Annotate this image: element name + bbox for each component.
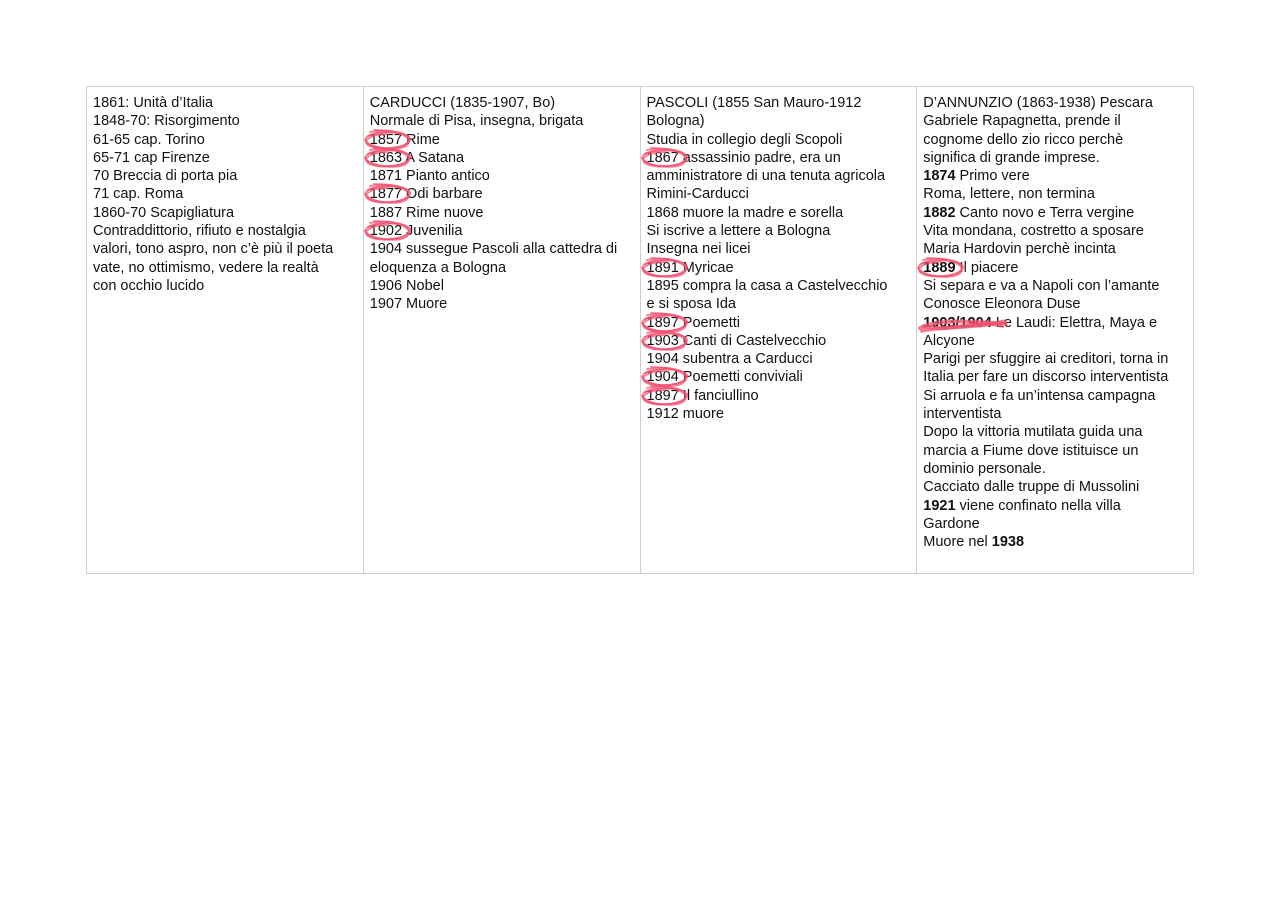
text-line: [647, 240, 911, 258]
timeline-table: [86, 86, 1194, 574]
column-history: [87, 87, 363, 573]
line-text: 1863 A Satana: [369, 149, 465, 166]
text-line: [370, 259, 634, 277]
text-line: [370, 277, 634, 295]
text-line: [923, 295, 1187, 313]
line-text: Conosce Eleonora Duse: [923, 296, 1081, 313]
text-line: [647, 259, 911, 277]
text-line: [923, 240, 1187, 258]
line-text: D’ANNUNZIO (1863-1938) Pescara: [923, 95, 1153, 111]
year-bold: 1874: [923, 168, 956, 185]
year-bold: 1903/1904: [923, 314, 992, 331]
text-line: [923, 423, 1187, 441]
text-line: [923, 405, 1187, 423]
text-line: [93, 204, 357, 222]
line-text: 1857 Rime: [369, 131, 440, 148]
text-line: [370, 295, 634, 313]
column-carducci: [363, 87, 640, 573]
column-dannunzio: [916, 87, 1193, 573]
line-text: CARDUCCI (1835-1907, Bo): [369, 95, 556, 111]
line-text: Roma, lettere, non termina: [923, 186, 1095, 203]
line-text: Si separa e va a Napoli con l’amante: [923, 277, 1160, 294]
text-line: [93, 240, 357, 258]
line-text: 1902 Juvenilia: [369, 223, 463, 240]
text-line: [923, 167, 1187, 185]
text-line: [93, 149, 357, 167]
line-text: 1860-70 Scapigliatura: [93, 204, 235, 221]
text-line: [647, 314, 911, 332]
text-line: [923, 131, 1187, 149]
line-text: vate, no ottimismo, vedere la realtà: [93, 259, 319, 276]
line-text: Studia in collegio degli Scopoli: [646, 131, 843, 148]
line-text: 1904 sussegue Pascoli alla cattedra di: [369, 241, 618, 258]
text-line: [370, 240, 634, 258]
text-line: [923, 277, 1187, 295]
text-line: [370, 167, 634, 185]
text-line: [923, 387, 1187, 405]
line-text: valori, tono aspro, non c’è più il poeta: [93, 241, 334, 258]
text-line: [923, 442, 1187, 460]
line-text: Muore nel: [923, 534, 992, 551]
text-line: [647, 149, 911, 167]
line-text: 1877 Odi barbare: [369, 186, 483, 203]
text-line: [93, 131, 357, 149]
line-text: viene confinato nella villa: [955, 497, 1121, 514]
text-line: [923, 112, 1187, 130]
line-text: e si sposa Ida: [646, 296, 736, 313]
line-text: cognome dello zio ricco perchè: [923, 131, 1124, 148]
text-line: [647, 167, 911, 185]
text-line: [923, 478, 1187, 496]
line-text: Parigi per sfuggire ai creditori, torna in: [923, 351, 1169, 368]
line-text: Canto novo e Terra vergine: [955, 204, 1135, 221]
line-text: 1906 Nobel: [369, 277, 444, 294]
text-line: [93, 277, 357, 295]
line-text: significa di grande imprese.: [923, 149, 1100, 166]
text-line: [647, 295, 911, 313]
line-text: Italia per fare un discorso interventista: [923, 369, 1169, 386]
line-text: Gabriele Rapagnetta, prende il: [923, 113, 1121, 130]
text-line: [923, 460, 1187, 478]
line-text: Bologna): [646, 113, 705, 130]
text-line: [923, 314, 1187, 332]
line-text: Si iscrive a lettere a Bologna: [646, 223, 831, 240]
line-text: 1891 Myricae: [646, 259, 734, 276]
year-bold: 1938: [991, 534, 1025, 551]
text-line: [93, 112, 357, 130]
line-text: Il piacere: [955, 259, 1019, 276]
line-text: 71 cap. Roma: [93, 186, 184, 203]
line-text: 61-65 cap. Torino: [93, 131, 205, 148]
text-line: [923, 497, 1187, 515]
year-bold: 1921: [923, 497, 956, 514]
text-line: [923, 149, 1187, 167]
text-line: [647, 277, 911, 295]
line-text: Le Laudi: Elettra, Maya e: [991, 314, 1158, 331]
line-text: Vita mondana, costretto a sposare: [923, 223, 1144, 240]
text-line: [647, 112, 911, 130]
year-bold: 1889: [923, 259, 956, 276]
line-text: 1848-70: Risorgimento: [93, 113, 240, 130]
line-text: Primo vere: [955, 168, 1030, 185]
line-text: con occhio lucido: [93, 277, 205, 294]
line-text: 1897 Il fanciullino: [646, 387, 759, 404]
line-text: Dopo la vittoria mutilata guida una: [923, 424, 1143, 441]
line-text: 1887 Rime nuove: [369, 204, 484, 221]
line-text: 1861: Unità d’Italia: [93, 95, 214, 111]
line-text: 1868 muore la madre e sorella: [646, 204, 844, 221]
text-line: [647, 204, 911, 222]
line-text: marcia a Fiume dove istituisce un: [923, 442, 1139, 459]
line-text: Rimini-Carducci: [646, 186, 749, 203]
text-line: [370, 131, 634, 149]
text-line: [93, 94, 357, 112]
text-line: [370, 149, 634, 167]
line-text: eloquenza a Bologna: [369, 259, 507, 276]
line-text: 1904 subentra a Carducci: [646, 351, 813, 368]
text-line: [923, 515, 1187, 533]
line-text: Maria Hardovin perchè incinta: [923, 241, 1116, 258]
text-line: [647, 185, 911, 203]
column-pascoli: [640, 87, 917, 573]
line-text: PASCOLI (1855 San Mauro-1912: [646, 95, 862, 111]
text-line: [647, 405, 911, 423]
line-text: 1871 Pianto antico: [369, 168, 490, 185]
line-text: Normale di Pisa, insegna, brigata: [369, 113, 584, 130]
line-text: 1895 compra la casa a Castelvecchio: [646, 277, 888, 294]
text-line: [370, 112, 634, 130]
line-text: 1912 muore: [646, 406, 724, 423]
line-text: 1897 Poemetti: [646, 314, 741, 331]
text-line: [93, 167, 357, 185]
text-line: [647, 222, 911, 240]
text-line: [93, 222, 357, 240]
line-text: Alcyone: [923, 332, 975, 349]
line-text: Cacciato dalle truppe di Mussolini: [923, 479, 1140, 496]
text-line: [923, 94, 1187, 112]
text-line: [923, 368, 1187, 386]
text-line: [923, 222, 1187, 240]
text-line: [647, 368, 911, 386]
text-line: [93, 185, 357, 203]
line-text: 1907 Muore: [369, 296, 448, 313]
text-line: [923, 350, 1187, 368]
text-line: [923, 533, 1187, 551]
text-line: [647, 332, 911, 350]
text-line: [370, 185, 634, 203]
text-line: [370, 222, 634, 240]
line-text: Insegna nei licei: [646, 241, 751, 258]
year-bold: 1882: [923, 204, 956, 221]
text-line: [370, 94, 634, 112]
text-line: [923, 185, 1187, 203]
text-line: [370, 204, 634, 222]
line-text: amministratore di una tenuta agricola: [646, 168, 886, 185]
text-line: [923, 204, 1187, 222]
line-text: interventista: [923, 406, 1002, 423]
line-text: 70 Breccia di porta pia: [93, 168, 238, 185]
text-line: [923, 259, 1187, 277]
text-line: [647, 131, 911, 149]
line-text: Gardone: [923, 515, 980, 532]
text-line: [93, 259, 357, 277]
line-text: 1867 assassinio padre, era un: [646, 149, 841, 166]
line-text: Si arruola e fa un’intensa campagna: [923, 387, 1156, 404]
text-line: [923, 332, 1187, 350]
line-text: Contraddittorio, rifiuto e nostalgia: [93, 223, 306, 240]
line-text: 1903 Canti di Castelvecchio: [646, 332, 827, 349]
text-line: [647, 387, 911, 405]
text-line: [647, 350, 911, 368]
line-text: 65-71 cap Firenze: [93, 149, 210, 166]
line-text: dominio personale.: [923, 460, 1046, 477]
line-text: 1904 Poemetti conviviali: [646, 369, 803, 386]
text-line: [647, 94, 911, 112]
